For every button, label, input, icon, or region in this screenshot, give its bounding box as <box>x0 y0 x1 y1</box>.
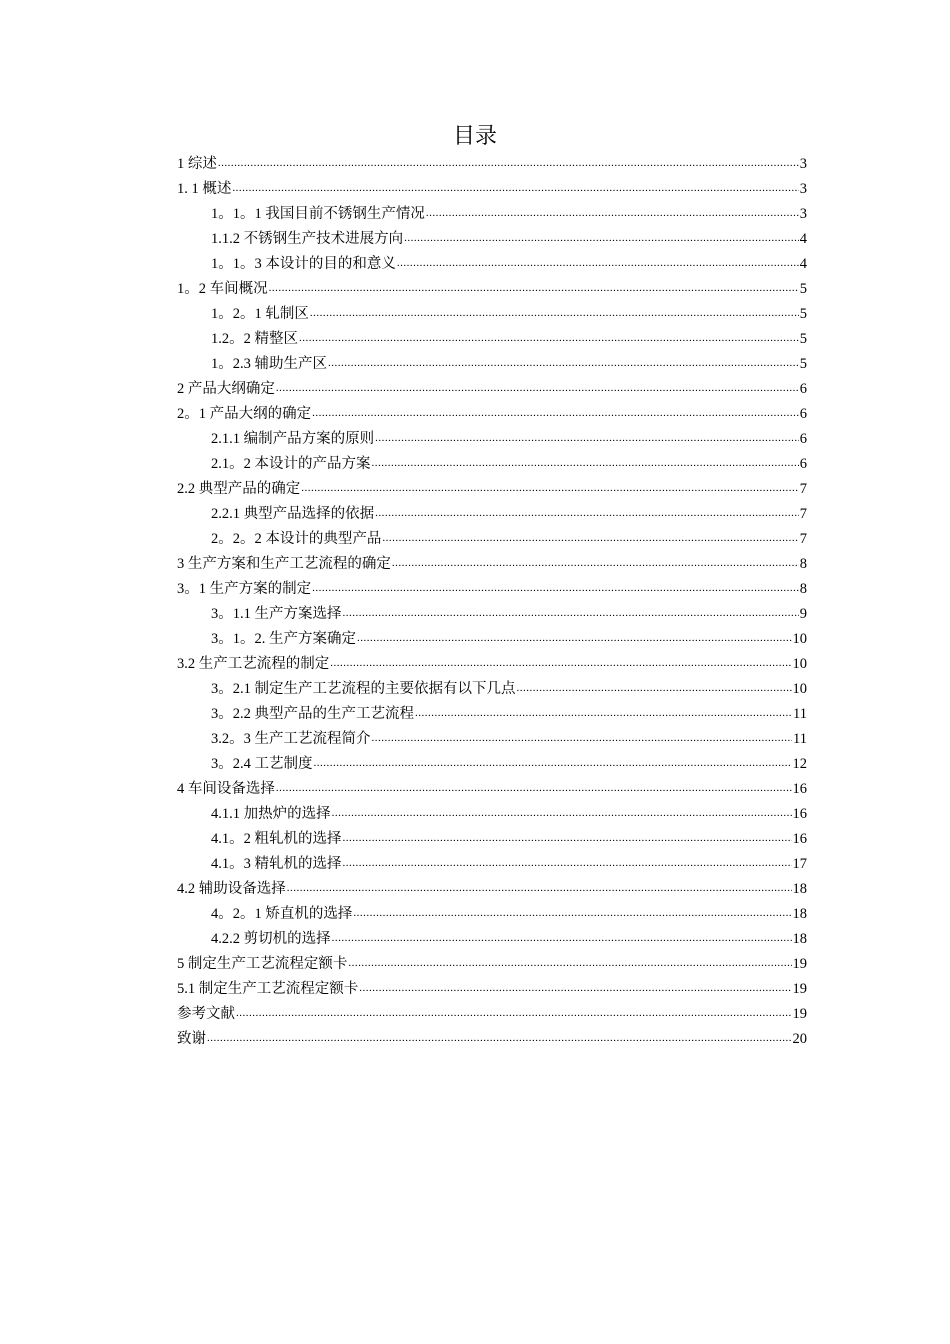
toc-entry[interactable] <box>177 724 807 749</box>
toc-leader-dots <box>236 1005 792 1021</box>
toc-entry-label: 2.2 典型产品的确定 <box>177 481 301 497</box>
toc-leader-dots <box>276 780 792 796</box>
toc-entry-page: 18 <box>792 931 807 947</box>
toc-leader-dots <box>517 680 792 696</box>
toc-entry[interactable] <box>177 224 807 249</box>
toc-entry[interactable] <box>177 199 807 224</box>
toc-leader-dots <box>343 855 792 871</box>
toc-entry-page: 11 <box>793 731 807 747</box>
toc-entry[interactable] <box>177 424 807 449</box>
toc-leader-dots <box>343 605 799 621</box>
toc-leader-dots <box>372 455 799 471</box>
toc-leader-dots <box>426 205 799 221</box>
toc-entry[interactable] <box>177 674 807 699</box>
toc-entry-label: 2。1 产品大纲的确定 <box>177 406 312 422</box>
toc-entry-page: 6 <box>799 406 807 422</box>
toc-entry-page: 12 <box>792 756 807 772</box>
toc-entry-label: 3。2.1 制定生产工艺流程的主要依据有以下几点 <box>211 681 516 697</box>
toc-entry-label: 5.1 制定生产工艺流程定额卡 <box>177 981 359 997</box>
toc-entry-page: 8 <box>799 556 807 572</box>
toc-entry-label: 4.1。3 精轧机的选择 <box>211 856 342 872</box>
toc-entry[interactable] <box>177 474 807 499</box>
toc-entry[interactable] <box>177 824 807 849</box>
toc-entry-page: 18 <box>792 906 807 922</box>
toc-entry-page: 10 <box>792 631 807 647</box>
toc-leader-dots <box>218 155 799 171</box>
toc-entry[interactable] <box>177 1024 807 1049</box>
toc-entry[interactable] <box>177 924 807 949</box>
toc-entry-page: 10 <box>792 656 807 672</box>
table-of-contents <box>177 149 807 1049</box>
toc-entry-label: 1。1。3 本设计的目的和意义 <box>211 256 396 272</box>
toc-leader-dots <box>232 180 798 196</box>
toc-entry-label: 1。2 车间概况 <box>177 281 268 297</box>
toc-leader-dots <box>372 730 793 746</box>
toc-leader-dots <box>310 305 799 321</box>
toc-entry[interactable] <box>177 774 807 799</box>
toc-entry-page: 19 <box>792 1006 807 1022</box>
toc-entry-label: 2.1.1 编制产品方案的原则 <box>211 431 375 447</box>
toc-leader-dots <box>353 905 791 921</box>
toc-entry-page: 16 <box>792 781 807 797</box>
toc-entry-page: 10 <box>792 681 807 697</box>
toc-leader-dots <box>332 805 792 821</box>
toc-entry-page: 9 <box>799 606 807 622</box>
toc-entry[interactable] <box>177 299 807 324</box>
toc-entry[interactable] <box>177 699 807 724</box>
toc-entry-label: 4.1。2 粗轧机的选择 <box>211 831 342 847</box>
toc-leader-dots <box>276 380 799 396</box>
toc-entry-label: 3.2。3 生产工艺流程简介 <box>211 731 371 747</box>
toc-leader-dots <box>332 930 792 946</box>
toc-entry[interactable] <box>177 574 807 599</box>
toc-leader-dots <box>375 430 799 446</box>
toc-leader-dots <box>397 255 799 271</box>
toc-entry[interactable] <box>177 549 807 574</box>
toc-entry[interactable] <box>177 324 807 349</box>
toc-leader-dots <box>299 330 799 346</box>
toc-entry-page: 5 <box>799 306 807 322</box>
toc-entry-label: 4.2.2 剪切机的选择 <box>211 931 331 947</box>
toc-entry[interactable] <box>177 999 807 1024</box>
toc-leader-dots <box>287 880 792 896</box>
toc-leader-dots <box>301 480 799 496</box>
toc-entry-page: 5 <box>799 331 807 347</box>
toc-entry-label: 5 制定生产工艺流程定额卡 <box>177 956 348 972</box>
toc-entry-label: 2.2.1 典型产品选择的依据 <box>211 506 375 522</box>
toc-entry-label: 1。2.3 辅助生产区 <box>211 356 327 372</box>
toc-entry-page: 3 <box>799 156 807 172</box>
toc-entry-page: 7 <box>799 481 807 497</box>
toc-entry[interactable] <box>177 374 807 399</box>
toc-leader-dots <box>359 980 791 996</box>
toc-entry-page: 16 <box>792 831 807 847</box>
toc-entry[interactable] <box>177 974 807 999</box>
toc-entry-page: 7 <box>799 506 807 522</box>
toc-entry[interactable] <box>177 174 807 199</box>
toc-entry[interactable] <box>177 799 807 824</box>
toc-entry[interactable] <box>177 749 807 774</box>
toc-leader-dots <box>312 405 799 421</box>
toc-entry-label: 3.2 生产工艺流程的制定 <box>177 656 330 672</box>
toc-entry-label: 4 车间设备选择 <box>177 781 275 797</box>
toc-entry-page: 3 <box>799 206 807 222</box>
toc-entry-page: 17 <box>792 856 807 872</box>
toc-entry[interactable] <box>177 399 807 424</box>
toc-leader-dots <box>207 1030 792 1046</box>
toc-entry[interactable] <box>177 524 807 549</box>
toc-entry-label: 1.1.2 不锈钢生产技术进展方向 <box>211 231 404 247</box>
toc-entry-page: 6 <box>799 456 807 472</box>
toc-entry-label: 参考文献 <box>177 1006 235 1022</box>
toc-entry[interactable] <box>177 249 807 274</box>
toc-entry-label: 2.1。2 本设计的产品方案 <box>211 456 371 472</box>
toc-entry[interactable] <box>177 599 807 624</box>
toc-entry[interactable] <box>177 649 807 674</box>
toc-entry-page: 19 <box>792 956 807 972</box>
toc-entry-page: 20 <box>792 1031 807 1047</box>
toc-entry-page: 19 <box>792 981 807 997</box>
toc-entry[interactable] <box>177 874 807 899</box>
toc-entry-page: 6 <box>799 381 807 397</box>
toc-entry-page: 7 <box>799 531 807 547</box>
toc-entry-label: 3。1 生产方案的制定 <box>177 581 312 597</box>
toc-entry[interactable] <box>177 149 807 174</box>
toc-entry-page: 16 <box>792 806 807 822</box>
toc-leader-dots <box>269 280 799 296</box>
toc-entry-label: 1。1。1 我国目前不锈钢生产情况 <box>211 206 425 222</box>
toc-entry[interactable] <box>177 449 807 474</box>
toc-entry-label: 3。1.1 生产方案选择 <box>211 606 342 622</box>
toc-title: 目录 <box>452 123 497 148</box>
toc-leader-dots <box>328 355 799 371</box>
toc-entry-label: 4.1.1 加热炉的选择 <box>211 806 331 822</box>
toc-leader-dots <box>343 830 792 846</box>
toc-entry-label: 2。2。2 本设计的典型产品 <box>211 531 382 547</box>
toc-entry-label: 3。2.2 典型产品的生产工艺流程 <box>211 706 414 722</box>
toc-leader-dots <box>375 505 799 521</box>
toc-entry-label: 1. 1 概述 <box>177 181 232 197</box>
toc-entry-label: 3。2.4 工艺制度 <box>211 756 313 772</box>
toc-entry[interactable] <box>177 899 807 924</box>
toc-leader-dots <box>312 580 799 596</box>
toc-entry-page: 3 <box>799 181 807 197</box>
toc-entry[interactable] <box>177 274 807 299</box>
toc-entry-page: 11 <box>793 706 807 722</box>
toc-entry-label: 3。1。2. 生产方案确定 <box>211 631 356 647</box>
toc-entry-label: 3 生产方案和生产工艺流程的确定 <box>177 556 391 572</box>
toc-entry[interactable] <box>177 949 807 974</box>
toc-leader-dots <box>330 655 791 671</box>
toc-entry-page: 8 <box>799 581 807 597</box>
toc-entry[interactable] <box>177 849 807 874</box>
toc-leader-dots <box>392 555 799 571</box>
toc-entry[interactable] <box>177 349 807 374</box>
toc-leader-dots <box>404 230 799 246</box>
toc-entry-label: 1.2。2 精整区 <box>211 331 298 347</box>
toc-entry[interactable] <box>177 499 807 524</box>
toc-entry[interactable] <box>177 624 807 649</box>
toc-leader-dots <box>357 630 792 646</box>
toc-entry-label: 4。2。1 矫直机的选择 <box>211 906 353 922</box>
toc-leader-dots <box>348 955 791 971</box>
toc-entry-page: 4 <box>799 256 807 272</box>
toc-entry-label: 4.2 辅助设备选择 <box>177 881 286 897</box>
toc-leader-dots <box>382 530 798 546</box>
toc-entry-label: 2 产品大纲确定 <box>177 381 275 397</box>
toc-leader-dots <box>415 705 792 721</box>
toc-entry-page: 5 <box>799 281 807 297</box>
toc-entry-page: 6 <box>799 431 807 447</box>
toc-leader-dots <box>314 755 792 771</box>
toc-entry-page: 4 <box>799 231 807 247</box>
toc-entry-label: 1 综述 <box>177 156 217 172</box>
toc-entry-label: 1。2。1 轧制区 <box>211 306 309 322</box>
toc-entry-label: 致谢 <box>177 1031 206 1047</box>
toc-entry-page: 5 <box>799 356 807 372</box>
toc-entry-page: 18 <box>792 881 807 897</box>
